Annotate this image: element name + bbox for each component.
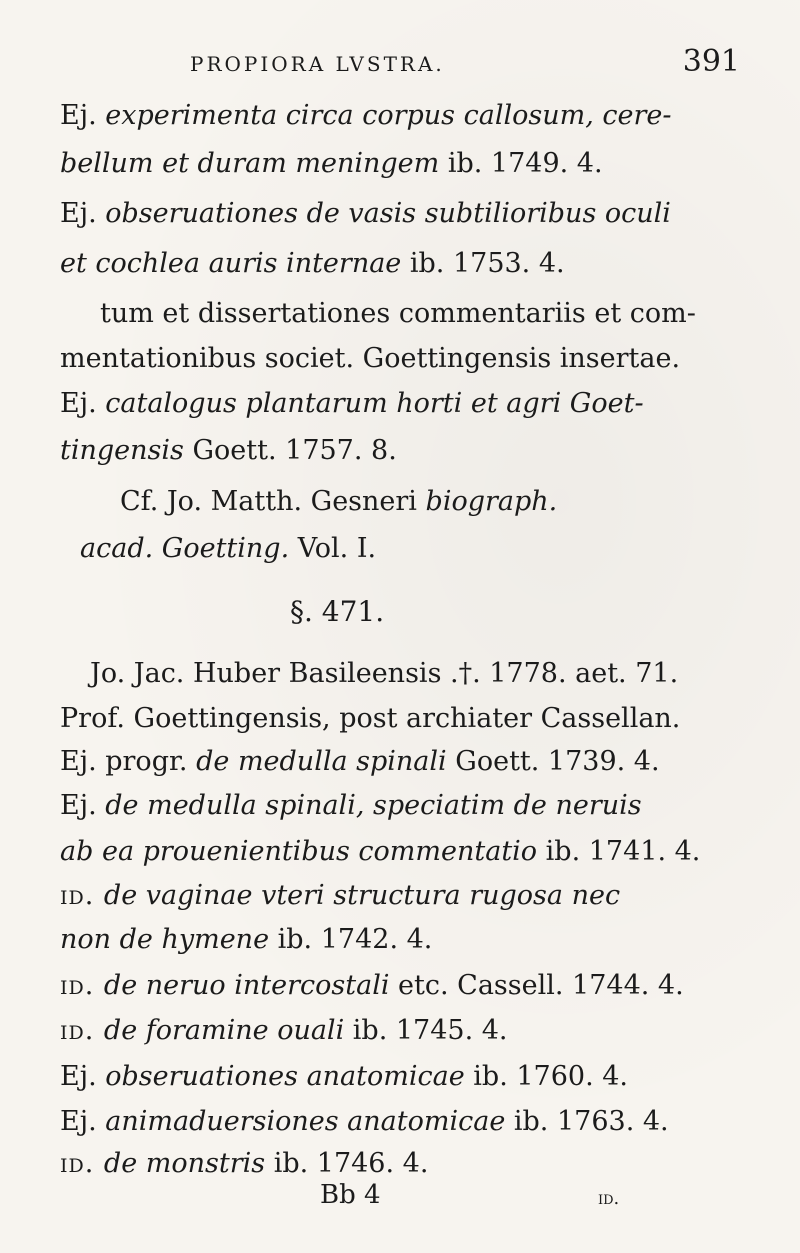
text-line-4: et cochlea auris internae ib. 1753. 4. <box>60 248 565 279</box>
signature-mark: Bb 4 <box>320 1180 381 1210</box>
page-header <box>80 42 760 82</box>
text-line-2: bellum et duram meningem ib. 1749. 4. <box>60 148 603 179</box>
text-line-12: Prof. Goettingensis, post archiater Cassellan. <box>60 703 681 734</box>
page-number: 391 <box>682 44 740 79</box>
text-line-14: Ej. de medulla spinali, speciatim de neruis <box>60 790 642 821</box>
text-line-11: Jo. Jac. Huber Basileensis .†. 1778. aet. 71. <box>90 658 679 689</box>
text-line-1: Ej. experimenta circa corpus callosum, cere- <box>60 100 672 131</box>
text-line-20: Ej. obseruationes anatomicae ib. 1760. 4. <box>60 1061 629 1092</box>
text-line-9: Cf. Jo. Matth. Gesneri biograph. <box>120 486 558 517</box>
text-line-22: id. de monstris ib. 1746. 4. <box>60 1148 429 1179</box>
text-line-21: Ej. animaduersiones anatomicae ib. 1763. 4. <box>60 1106 669 1137</box>
text-line-10: acad. Goetting. Vol. I. <box>80 533 377 564</box>
text-line-13: Ej. progr. de medulla spinali Goett. 1739. 4. <box>60 746 660 777</box>
text-line-6: mentationibus societ. Goettingensis insertae. <box>60 343 681 374</box>
text-line-17: non de hymene ib. 1742. 4. <box>60 924 433 955</box>
text-line-7: Ej. catalogus plantarum horti et agri Goet- <box>60 388 644 419</box>
text-line-8: tingensis Goett. 1757. 8. <box>60 435 397 466</box>
text-line-19: id. de foramine ouali ib. 1745. 4. <box>60 1015 508 1046</box>
text-line-18: id. de neruo intercostali etc. Cassell. 1744. 4. <box>60 970 684 1001</box>
text-line-16: id. de vaginae vteri structura rugosa nec <box>60 880 621 911</box>
text-line-3: Ej. obseruationes de vasis subtilioribus oculi <box>60 198 671 229</box>
text-line-15: ab ea prouenientibus commentatio ib. 1741. 4. <box>60 836 701 867</box>
catchword: id. <box>598 1188 620 1209</box>
text-line-5: tum et dissertationes commentariis et com- <box>100 298 696 329</box>
section-heading: §. 471. <box>290 595 385 628</box>
running-title: PROPIORA LVSTRA. <box>190 52 445 76</box>
